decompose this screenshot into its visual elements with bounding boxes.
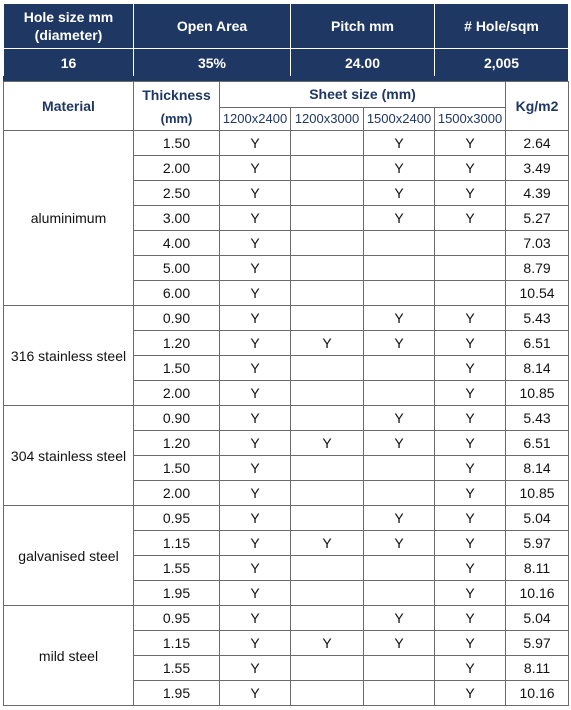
availability-cell: Y: [220, 181, 291, 206]
thickness-cell: 1.50: [134, 131, 220, 156]
availability-cell: Y: [220, 281, 291, 306]
availability-cell: [364, 231, 435, 256]
kg-cell: 10.16: [506, 581, 569, 606]
thickness-cell: 1.50: [134, 356, 220, 381]
thickness-cell: 0.90: [134, 306, 220, 331]
availability-cell: [291, 156, 364, 181]
kg-cell: 10.85: [506, 381, 569, 406]
material-table: [3, 81, 569, 706]
availability-cell: [291, 281, 364, 306]
availability-cell: Y: [291, 631, 364, 656]
availability-cell: [364, 456, 435, 481]
header-sheet-size-1: 1200x2400: [220, 107, 291, 130]
availability-cell: Y: [364, 306, 435, 331]
thickness-cell: 1.20: [134, 431, 220, 456]
kg-cell: 2.64: [506, 131, 569, 156]
availability-cell: [435, 231, 506, 256]
kg-cell: 8.11: [506, 556, 569, 581]
kg-cell: 10.85: [506, 481, 569, 506]
availability-cell: Y: [435, 656, 506, 681]
material-name: galvanised steel: [4, 506, 134, 606]
kg-cell: 4.39: [506, 181, 569, 206]
availability-cell: Y: [364, 606, 435, 631]
thickness-cell: 1.15: [134, 631, 220, 656]
availability-cell: Y: [435, 631, 506, 656]
availability-cell: [291, 656, 364, 681]
availability-cell: [291, 456, 364, 481]
header-thickness: Thickness: [134, 82, 220, 108]
availability-cell: Y: [220, 556, 291, 581]
kg-cell: 5.04: [506, 606, 569, 631]
availability-cell: Y: [220, 331, 291, 356]
availability-cell: Y: [220, 656, 291, 681]
thickness-cell: 1.95: [134, 581, 220, 606]
availability-cell: Y: [220, 406, 291, 431]
thickness-cell: 1.50: [134, 456, 220, 481]
availability-cell: Y: [220, 206, 291, 231]
availability-cell: Y: [220, 481, 291, 506]
availability-cell: Y: [435, 131, 506, 156]
availability-cell: Y: [435, 581, 506, 606]
header-sheet-size-4: 1500x3000: [435, 107, 506, 130]
header-sheet-size: Sheet size (mm): [220, 82, 506, 108]
kg-cell: 5.04: [506, 506, 569, 531]
availability-cell: Y: [435, 156, 506, 181]
summary-value-open-area: 35%: [134, 49, 291, 77]
availability-cell: [291, 406, 364, 431]
summary-header-row: [4, 4, 569, 49]
summary-header-holes-per-sqm: # Hole/sqm: [435, 4, 569, 49]
availability-cell: Y: [364, 156, 435, 181]
availability-cell: Y: [291, 531, 364, 556]
availability-cell: Y: [220, 456, 291, 481]
thickness-cell: 0.95: [134, 506, 220, 531]
availability-cell: Y: [435, 181, 506, 206]
header-kg-per-m2: Kg/m2: [506, 82, 569, 131]
availability-cell: Y: [435, 456, 506, 481]
thickness-cell: 5.00: [134, 256, 220, 281]
availability-cell: [291, 131, 364, 156]
thickness-cell: 4.00: [134, 231, 220, 256]
availability-cell: Y: [435, 381, 506, 406]
material-name: 316 stainless steel: [4, 306, 134, 406]
kg-cell: 6.51: [506, 431, 569, 456]
availability-cell: [291, 181, 364, 206]
material-name: 304 stainless steel: [4, 406, 134, 506]
availability-cell: Y: [435, 681, 506, 706]
availability-cell: [291, 381, 364, 406]
availability-cell: Y: [220, 306, 291, 331]
availability-cell: [364, 581, 435, 606]
header-material: Material: [4, 82, 134, 131]
kg-cell: 5.43: [506, 406, 569, 431]
availability-cell: Y: [435, 356, 506, 381]
availability-cell: Y: [435, 206, 506, 231]
availability-cell: [364, 281, 435, 306]
table-row: [4, 131, 569, 156]
availability-cell: Y: [364, 206, 435, 231]
kg-cell: 10.54: [506, 281, 569, 306]
availability-cell: Y: [220, 681, 291, 706]
availability-cell: [291, 606, 364, 631]
availability-cell: Y: [364, 406, 435, 431]
availability-cell: [364, 481, 435, 506]
availability-cell: Y: [220, 131, 291, 156]
availability-cell: Y: [364, 506, 435, 531]
summary-header-pitch: Pitch mm: [291, 4, 435, 49]
table-row: [4, 506, 569, 531]
availability-cell: Y: [220, 431, 291, 456]
availability-cell: [364, 356, 435, 381]
material-table-body: [4, 82, 569, 706]
kg-cell: 8.11: [506, 656, 569, 681]
header-sheet-size-3: 1500x2400: [364, 107, 435, 130]
availability-cell: Y: [435, 431, 506, 456]
availability-cell: [291, 206, 364, 231]
thickness-cell: 2.00: [134, 156, 220, 181]
kg-cell: 8.14: [506, 456, 569, 481]
kg-cell: 7.03: [506, 231, 569, 256]
availability-cell: [364, 256, 435, 281]
kg-cell: 5.97: [506, 531, 569, 556]
header-sheet-size-2: 1200x3000: [291, 107, 364, 130]
kg-cell: 8.79: [506, 256, 569, 281]
header-thickness-unit: (mm): [134, 107, 220, 130]
material-name: mild steel: [4, 606, 134, 706]
availability-cell: Y: [364, 431, 435, 456]
kg-cell: 5.97: [506, 631, 569, 656]
summary-value-hole-size: 16: [4, 49, 134, 77]
availability-cell: Y: [364, 131, 435, 156]
thickness-cell: 2.00: [134, 381, 220, 406]
thickness-cell: 2.00: [134, 481, 220, 506]
header-row: [4, 82, 569, 108]
kg-cell: 3.49: [506, 156, 569, 181]
availability-cell: [435, 256, 506, 281]
table-row: [4, 406, 569, 431]
availability-cell: [291, 356, 364, 381]
table-row: [4, 606, 569, 631]
availability-cell: Y: [364, 181, 435, 206]
kg-cell: 5.27: [506, 206, 569, 231]
summary-header-open-area: Open Area: [134, 4, 291, 49]
table-row: [4, 306, 569, 331]
availability-cell: Y: [435, 406, 506, 431]
availability-cell: Y: [435, 606, 506, 631]
availability-cell: [291, 506, 364, 531]
thickness-cell: 0.95: [134, 606, 220, 631]
availability-cell: Y: [220, 256, 291, 281]
thickness-cell: 1.20: [134, 331, 220, 356]
availability-cell: Y: [364, 531, 435, 556]
availability-cell: Y: [435, 531, 506, 556]
summary-header-hole-size: Hole size mm (diameter): [4, 4, 134, 49]
availability-cell: [291, 231, 364, 256]
thickness-cell: 2.50: [134, 181, 220, 206]
summary-table: [3, 3, 569, 77]
availability-cell: Y: [435, 481, 506, 506]
material-name: aluminimum: [4, 131, 134, 306]
summary-value-pitch: 24.00: [291, 49, 435, 77]
availability-cell: Y: [220, 631, 291, 656]
availability-cell: Y: [435, 506, 506, 531]
availability-cell: [291, 306, 364, 331]
kg-cell: 5.43: [506, 306, 569, 331]
availability-cell: Y: [364, 631, 435, 656]
availability-cell: [364, 556, 435, 581]
thickness-cell: 0.90: [134, 406, 220, 431]
availability-cell: Y: [220, 156, 291, 181]
availability-cell: [364, 656, 435, 681]
availability-cell: Y: [435, 556, 506, 581]
thickness-cell: 6.00: [134, 281, 220, 306]
thickness-cell: 1.15: [134, 531, 220, 556]
availability-cell: [291, 581, 364, 606]
availability-cell: Y: [220, 381, 291, 406]
availability-cell: Y: [435, 331, 506, 356]
thickness-cell: 1.95: [134, 681, 220, 706]
availability-cell: [291, 256, 364, 281]
summary-value-row: [4, 49, 569, 77]
availability-cell: Y: [220, 356, 291, 381]
availability-cell: [291, 681, 364, 706]
availability-cell: [364, 381, 435, 406]
availability-cell: [291, 556, 364, 581]
availability-cell: Y: [220, 506, 291, 531]
availability-cell: Y: [291, 331, 364, 356]
kg-cell: 8.14: [506, 356, 569, 381]
availability-cell: Y: [364, 331, 435, 356]
thickness-cell: 3.00: [134, 206, 220, 231]
kg-cell: 6.51: [506, 331, 569, 356]
availability-cell: [291, 481, 364, 506]
availability-cell: [364, 681, 435, 706]
summary-value-holes-per-sqm: 2,005: [435, 49, 569, 77]
availability-cell: Y: [291, 431, 364, 456]
availability-cell: Y: [220, 531, 291, 556]
thickness-cell: 1.55: [134, 656, 220, 681]
availability-cell: Y: [220, 606, 291, 631]
availability-cell: Y: [220, 581, 291, 606]
thickness-cell: 1.55: [134, 556, 220, 581]
kg-cell: 10.16: [506, 681, 569, 706]
availability-cell: Y: [435, 306, 506, 331]
availability-cell: [435, 281, 506, 306]
availability-cell: Y: [220, 231, 291, 256]
